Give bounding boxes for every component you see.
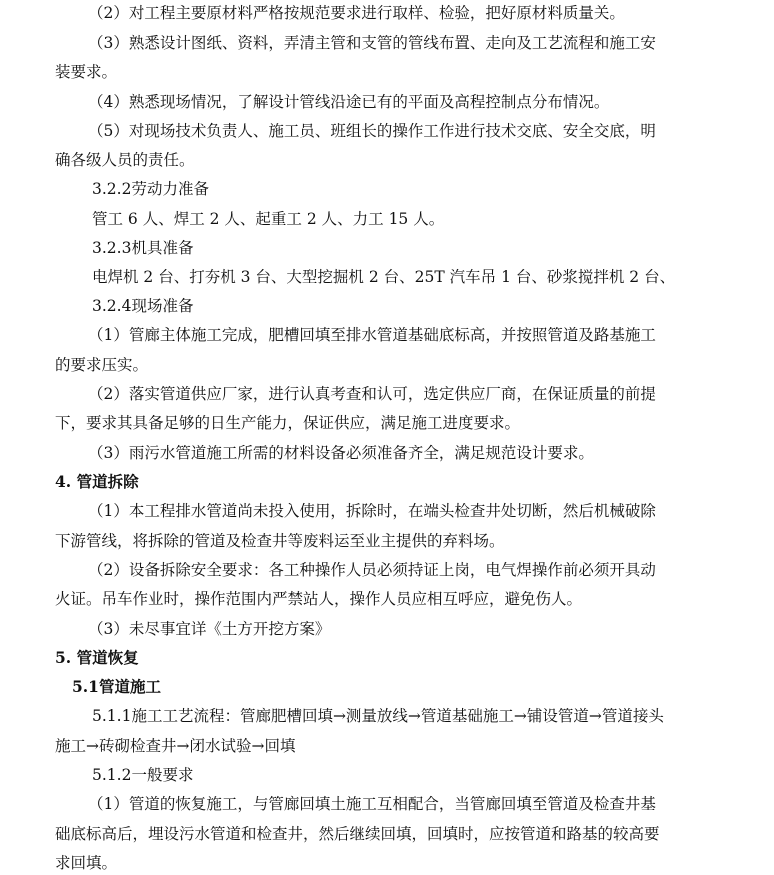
text-line: （2）落实管道供应厂家，进行认真考查和认可，选定供应厂商，在保证质量的前提 (88, 385, 656, 403)
text-line: （3）雨污水管道施工所需的材料设备必须准备齐全，满足规范设计要求。 (88, 444, 594, 462)
text-line: （4）熟悉现场情况，了解设计管线沿途已有的平面及高程控制点分布情况。 (88, 93, 610, 111)
text-line: （3）熟悉设计图纸、资料，弄清主管和支管的管线布置、走向及工艺流程和施工安 (88, 34, 656, 52)
text-line: （2）设备拆除安全要求：各工种操作人员必须持证上岗，电气焊操作前必须开具动 (88, 561, 656, 579)
subheading: 3.2.3机具准备 (92, 239, 194, 257)
text-line: 确各级人员的责任。 (55, 151, 195, 169)
text-line: 5.1.1施工工艺流程：管廊肥槽回填→测量放线→管道基础施工→铺设管道→管道接头 (92, 707, 664, 725)
subsection-heading: 5.1管道施工 (72, 677, 161, 696)
text-line: 管工 6 人、焊工 2 人、起重工 2 人、力工 15 人。 (92, 210, 445, 228)
text-line: 电焊机 2 台、打夯机 3 台、大型挖掘机 2 台、25T 汽车吊 1 台、砂浆搅拌机 2 台、 (92, 268, 676, 286)
text-line: （1）管廊主体施工完成，肥槽回填至排水管道基础底标高，并按照管道及路基施工 (88, 326, 656, 344)
text-line: 火证。吊车作业时，操作范围内严禁站人，操作人员应相互呼应，避免伤人。 (55, 590, 583, 608)
subheading: 3.2.2劳动力准备 (92, 180, 209, 198)
section-heading: 4. 管道拆除 (55, 472, 139, 491)
text-line: 装要求。 (55, 63, 118, 81)
subheading: 3.2.4现场准备 (92, 297, 194, 315)
text-line: 求回填。 (55, 854, 118, 872)
text-line: （5）对现场技术负责人、施工员、班组长的操作工作进行技术交底、安全交底，明 (88, 122, 656, 140)
text-line: 础底标高后，埋设污水管道和检查井，然后继续回填，回填时，应按管道和路基的较高要 (55, 825, 660, 843)
subheading: 5.1.2一般要求 (92, 766, 194, 784)
text-line: （1）管道的恢复施工，与管廊回填土施工互相配合，当管廊回填至管道及检查井基 (88, 795, 656, 813)
text-line: （1）本工程排水管道尚未投入使用，拆除时，在端头检查井处切断，然后机械破除 (88, 502, 656, 520)
text-line: 施工→砖砌检查井→闭水试验→回填 (55, 737, 296, 755)
text-line: （2）对工程主要原材料严格按规范要求进行取样、检验，把好原材料质量关。 (88, 4, 625, 22)
section-heading: 5. 管道恢复 (55, 648, 139, 667)
text-line: 下游管线，将拆除的管道及检查井等废料运至业主提供的弃料场。 (55, 532, 505, 550)
text-line: 下，要求其具备足够的日生产能力，保证供应，满足施工进度要求。 (55, 414, 521, 432)
text-line: 的要求压实。 (55, 356, 149, 374)
text-line: （3）未尽事宜详《土方开挖方案》 (88, 620, 331, 638)
